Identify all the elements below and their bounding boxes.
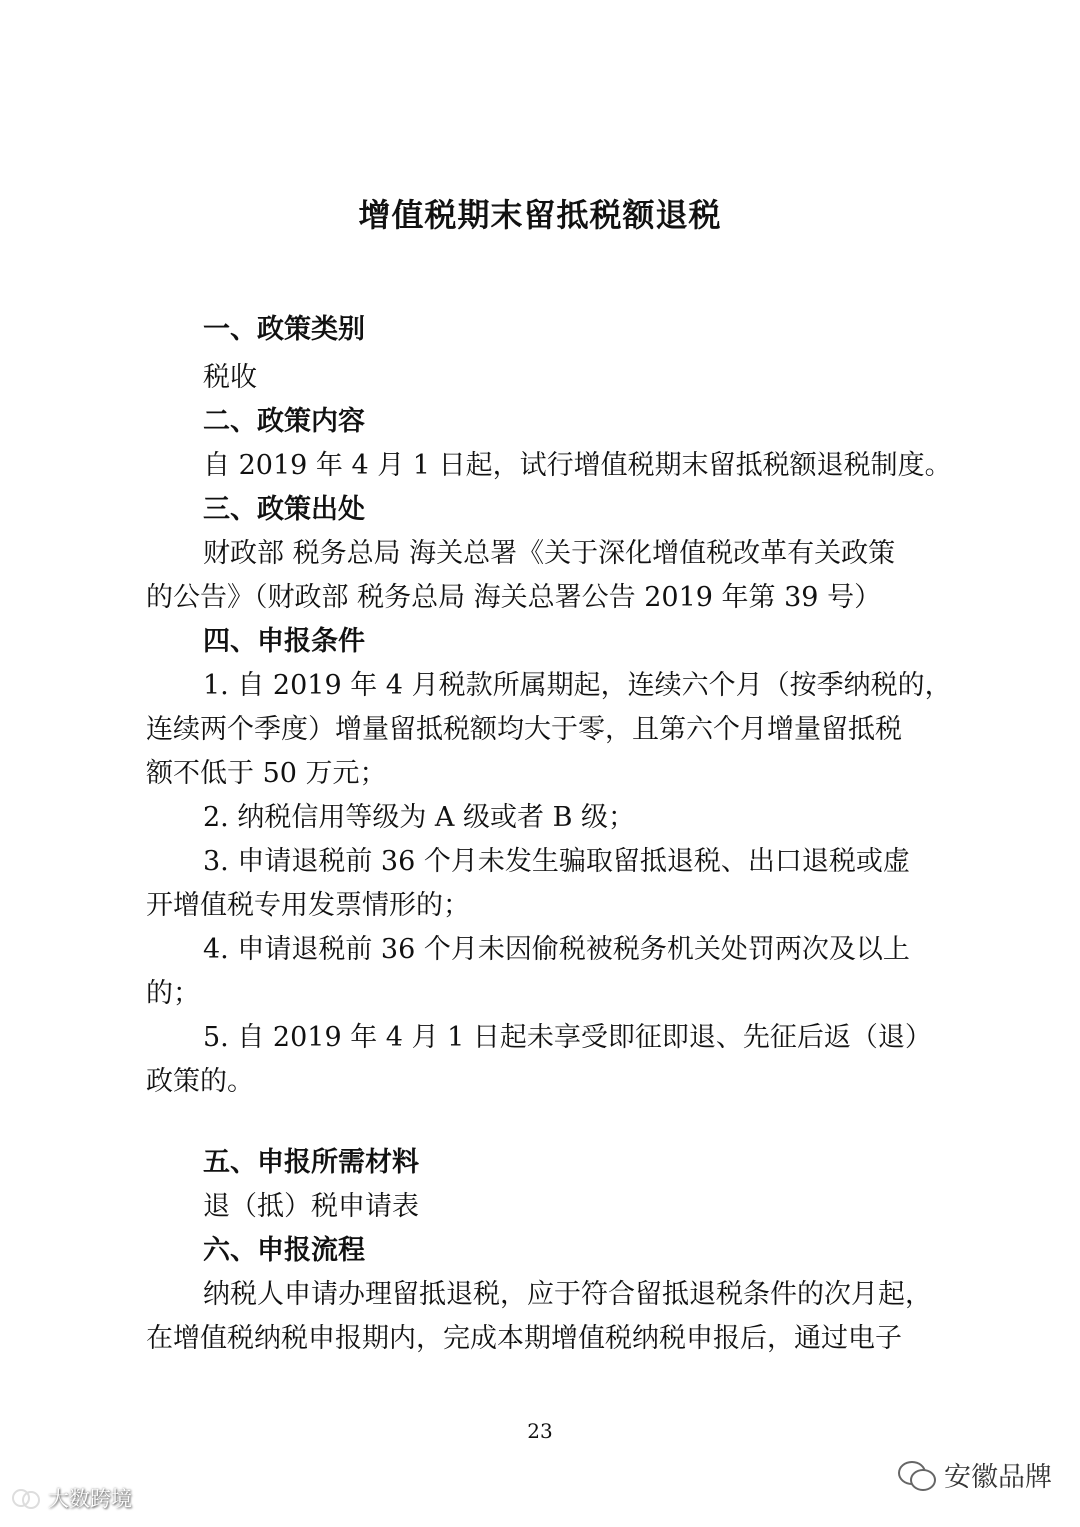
- body-line: 政策的。: [146, 1066, 254, 1097]
- body-line: 在增值税纳税申报期内，完成本期增值税纳税申报后，通过电子: [146, 1323, 902, 1354]
- section-heading: 二、政策内容: [203, 406, 365, 437]
- page-number: 23: [527, 1419, 553, 1443]
- body-line: 额不低于 50 万元；: [146, 758, 387, 789]
- body-line: 2. 纳税信用等级为 A 级或者 B 级；: [203, 802, 636, 833]
- body-line: 的；: [146, 978, 200, 1009]
- section-heading: 五、申报所需材料: [203, 1147, 419, 1178]
- body-line: 自 2019 年 4 月 1 日起，试行增值税期末留抵税额退税制度。: [203, 450, 952, 481]
- document-title: 增值税期末留抵税额退税: [358, 196, 722, 234]
- watermark-right-text: 安徽品牌: [944, 1462, 1052, 1493]
- body-line: 开增值税专用发票情形的；: [146, 890, 470, 921]
- section-heading: 一、政策类别: [203, 314, 365, 345]
- body-line: 的公告》（财政部 税务总局 海关总署公告 2019 年第 39 号）: [146, 582, 882, 613]
- watermark-right: [898, 1455, 1052, 1494]
- body-line: 1. 自 2019 年 4 月税款所属期起，连续六个月（按季纳税的，: [203, 670, 952, 701]
- wechat-icon: [898, 1459, 936, 1491]
- body-line: 3. 申请退税前 36 个月未发生骗取留抵退税、出口退税或虚: [203, 846, 910, 877]
- body-line: 退（抵）税申请表: [203, 1191, 419, 1222]
- body-line: 财政部 税务总局 海关总署《关于深化增值税改革有关政策: [203, 538, 896, 569]
- section-heading: 六、申报流程: [203, 1235, 365, 1266]
- watermark-left-text: 大数跨境: [48, 1487, 132, 1511]
- watermark-logo-icon: [12, 1487, 42, 1509]
- body-line: 纳税人申请办理留抵退税，应于符合留抵退税条件的次月起，: [203, 1279, 932, 1310]
- body-line: 4. 申请退税前 36 个月未因偷税被税务机关处罚两次及以上: [203, 934, 910, 965]
- body-line: 5. 自 2019 年 4 月 1 日起未享受即征即退、先征后返（退）: [203, 1022, 932, 1053]
- watermark-left: [12, 1483, 132, 1513]
- section-heading: 三、政策出处: [203, 494, 365, 525]
- body-line: 税收: [203, 362, 257, 393]
- section-heading: 四、申报条件: [203, 626, 365, 657]
- body-line: 连续两个季度）增量留抵税额均大于零，且第六个月增量留抵税: [146, 714, 902, 745]
